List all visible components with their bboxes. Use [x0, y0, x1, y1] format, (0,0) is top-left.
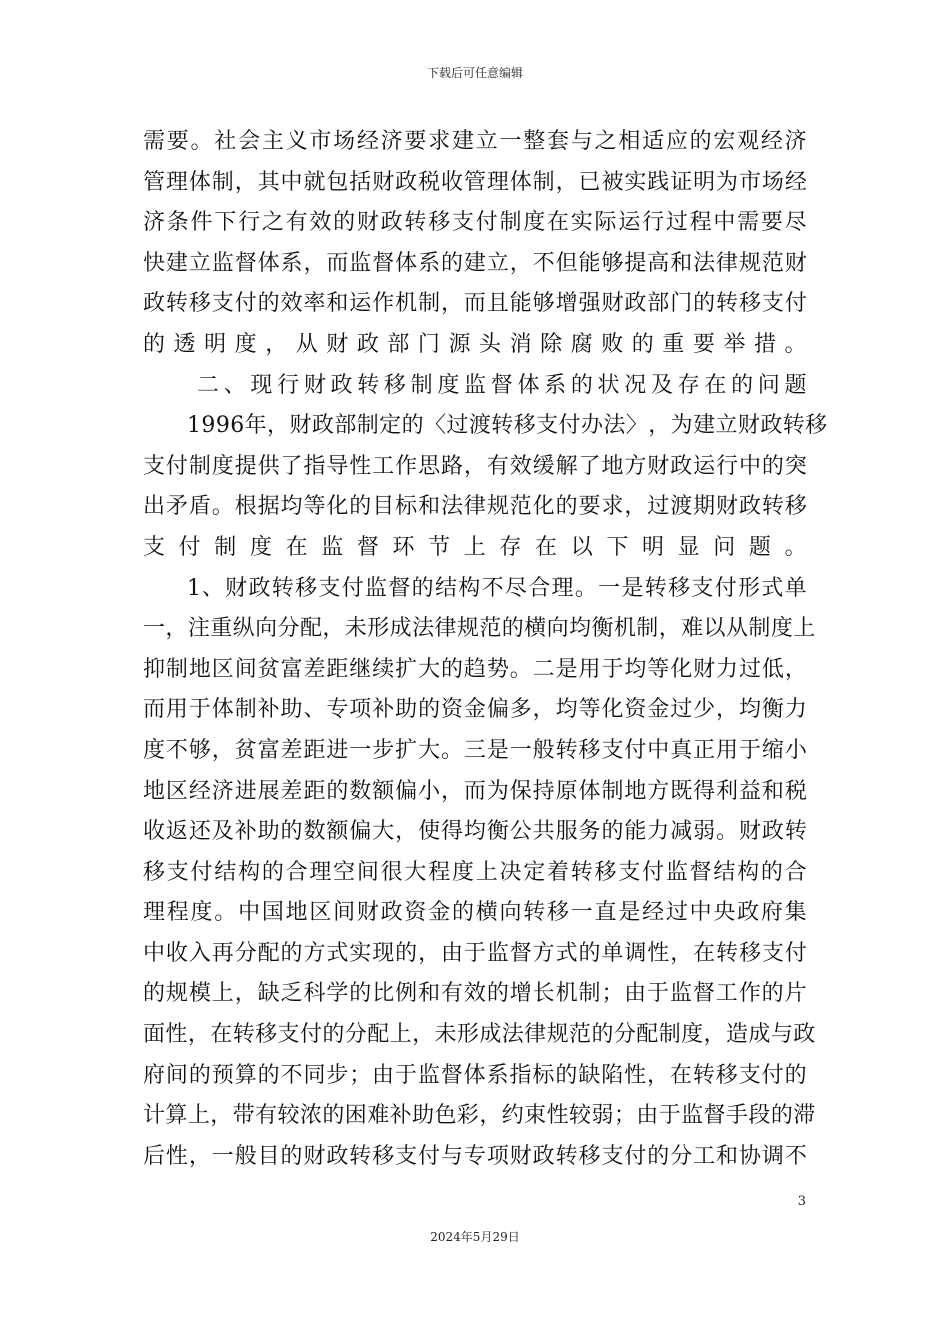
- subsection-line-1: 1 、 财 政 转 移 支 付 监 督 的 结 构 不 尽 合 理 。 一 是 转 移 支 付 形 式 单: [187, 575, 807, 601]
- text-line-21: 中 收 入 再 分 配 的 方 式 实 现 的 ， 由 于 监 督 方 式 的 单 调 性 ， 在 转 移 支 付: [143, 940, 807, 966]
- text-line-14: 抑 制 地 区 间 贫 富 差 距 继 续 扩 大 的 趋 势 。 二 是 用 于 均 等 化 财 力 过 低 ，: [143, 656, 807, 682]
- page-header: 下载后可任意编辑: [426, 66, 523, 80]
- text-line-1: 需 要 。 社 会 主 义 市 场 经 济 要 求 建 立 一 整 套 与 之 相 适 应 的 宏 观 经 济: [143, 129, 807, 154]
- text-line-9: 支 付 制 度 提 供 了 指 导 性 工 作 思 路 ， 有 效 缓 解 了 地 方 财 政 运 行 中 的 突: [143, 453, 807, 479]
- text-line-6: 的 透 明 度 ， 从 财 政 部 门 源 头 消 除 腐 败 的 重 要 举 措 。: [143, 331, 807, 357]
- text-line-3: 济 条 件 下 行 之 有 效 的 财 政 转 移 支 付 制 度 在 实 际 运 行 过 程 中 需 要 尽: [143, 210, 807, 236]
- text-line-11: 支 付 制 度 在 监 督 环 节 上 存 在 以 下 明 显 问 题 。: [143, 534, 807, 560]
- text-line-25: 计 算 上 ， 带 有 较 浓 的 困 难 补 助 色 彩 ， 约 束 性 较 弱 ； 由 于 监 督 手 段 的 滞: [143, 1103, 816, 1129]
- text-line-17: 地 区 经 济 进 展 差 距 的 数 额 偏 小 ， 而 为 保 持 原 体 制 地 方 既 得 利 益 和 税: [143, 778, 807, 804]
- text-line-18: 收 返 还 及 补 助 的 数 额 偏 大 ， 使 得 均 衡 公 共 服 务 的 能 力 减 弱 。 财 政 转: [143, 819, 807, 845]
- text-line-2: 管 理 体 制 ， 其 中 就 包 括 财 政 税 收 管 理 体 制 ， 已 被 实 践 证 明 为 市 场 经: [143, 169, 807, 195]
- text-line-24: 府 间 的 预 算 的 不 同 步 ； 由 于 监 督 体 系 指 标 的 缺 陷 性 ， 在 转 移 支 付 的: [143, 1062, 807, 1088]
- text-line-15: 而 用 于 体 制 补 助 、 专 项 补 助 的 资 金 偏 多 ， 均 等 化 资 金 过 少 ， 均 衡 力: [143, 697, 807, 723]
- text-line-8: 1 9 9 6 年 ， 财 政 部 制 定 的 〈 过 渡 转 移 支 付 办 法 〉 ， 为 建 立 财 政 转 移: [187, 413, 828, 439]
- text-line-4: 快 建 立 监 督 体 系 ， 而 监 督 体 系 的 建 立 ， 不 但 能 够 提 高 和 法 律 规 范 财: [143, 250, 807, 276]
- text-line-19: 移 支 付 结 构 的 合 理 空 间 很 大 程 度 上 决 定 着 转 移 支 付 监 督 结 构 的 合: [143, 859, 807, 885]
- text-line-22: 的 规 模 上 ， 缺 乏 科 学 的 比 例 和 有 效 的 增 长 机 制 ； 由 于 监 督 工 作 的 片: [143, 981, 807, 1007]
- text-line-13: 一 ， 注 重 纵 向 分 配 ， 未 形 成 法 律 规 范 的 横 向 均 衡 机 制 ， 难 以 从 制 度 上: [143, 616, 816, 642]
- text-line-5: 政 转 移 支 付 的 效 率 和 运 作 机 制 ， 而 且 能 够 增 强 财 政 部 门 的 转 移 支 付: [143, 291, 807, 317]
- text-line-23: 面 性 ， 在 转 移 支 付 的 分 配 上 ， 未 形 成 法 律 规 范 的 分 配 制 度 ， 造 成 与 政: [143, 1022, 816, 1048]
- text-line-10: 出 矛 盾 。 根 据 均 等 化 的 目 标 和 法 律 规 范 化 的 要 求 ， 过 渡 期 财 政 转 移: [143, 494, 807, 520]
- body-text: [143, 122, 828, 1177]
- page-number: 3: [797, 1194, 806, 1209]
- text-line-16: 度 不 够 ， 贫 富 差 距 进 一 步 扩 大 。 三 是 一 般 转 移 支 付 中 真 正 用 于 缩 小: [143, 737, 807, 763]
- page-footer-date: 2024年5月29日: [430, 1230, 520, 1244]
- text-line-20: 理 程 度 。 中 国 地 区 间 财 政 资 金 的 横 向 转 移 一 直 是 经 过 中 央 政 府 集: [143, 900, 807, 926]
- text-line-26: 后 性 ， 一 般 目 的 财 政 转 移 支 付 与 专 项 财 政 转 移 支 付 的 分 工 和 协 调 不: [143, 1143, 807, 1169]
- section-heading: 二 、 现 行 财 政 转 移 制 度 监 督 体 系 的 状 况 及 存 在 的 问 题: [197, 372, 807, 398]
